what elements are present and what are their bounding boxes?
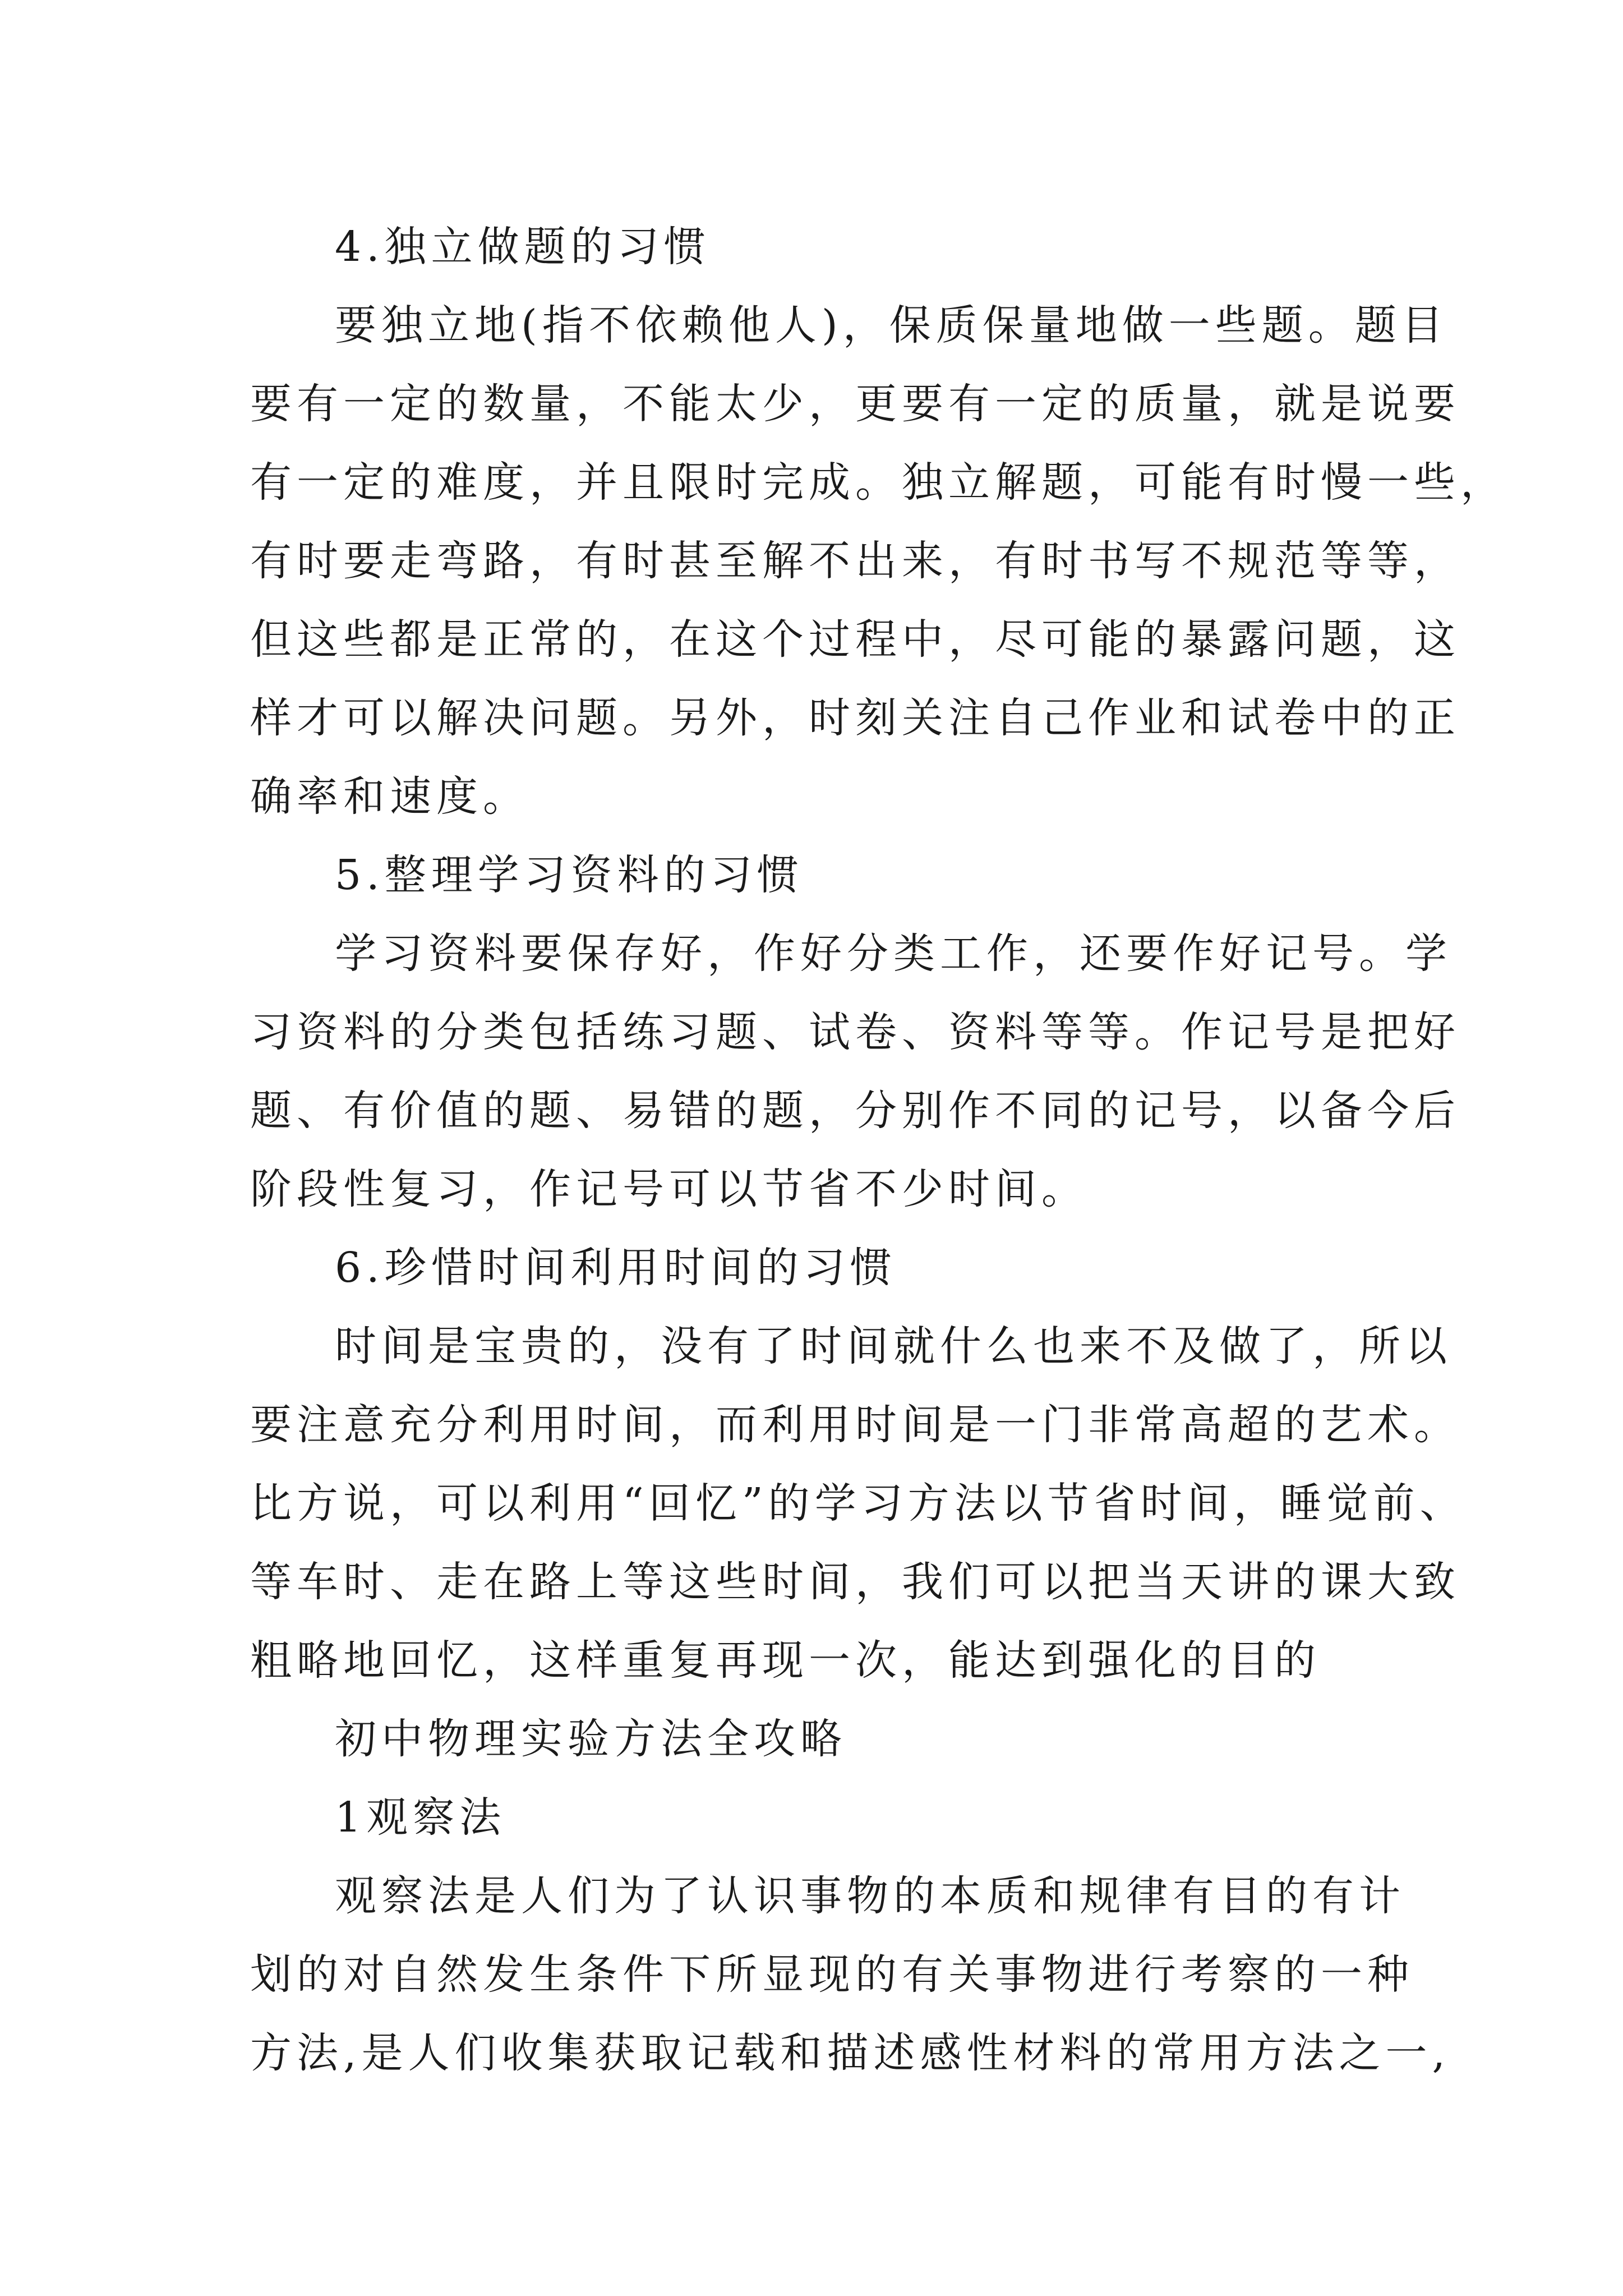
paragraph-line: 但这些都是正常的，在这个过程中，尽可能的暴露问题，这	[250, 615, 1460, 664]
paragraph-line: 习资料的分类包括练习题、试卷、资料等等。作记号是把好	[250, 1008, 1460, 1056]
paragraph-line: 等车时、走在路上等这些时间，我们可以把当天讲的课大致	[250, 1558, 1460, 1606]
paragraph-line: 有时要走弯路，有时甚至解不出来，有时书写不规范等等，	[250, 537, 1460, 585]
paragraph-line: 划的对自然发生条件下所显现的有关事物进行考察的一种	[250, 1950, 1414, 1999]
section-heading-observation: 1观察法	[335, 1793, 506, 1842]
paragraph-line: 时间是宝贵的，没有了时间就什么也来不及做了，所以	[335, 1322, 1452, 1370]
paragraph-line: 样才可以解决问题。另外，时刻关注自己作业和试卷中的正	[250, 694, 1460, 742]
article-title: 初中物理实验方法全攻略	[335, 1715, 847, 1763]
section-heading-5: 5.整理学习资料的习惯	[335, 851, 804, 899]
paragraph-line: 要有一定的数量，不能太少，更要有一定的质量，就是说要	[250, 380, 1460, 428]
paragraph-line: 阶段性复习，作记号可以节省不少时间。	[250, 1165, 1088, 1213]
section-heading-4: 4.独立做题的习惯	[335, 223, 711, 271]
paragraph-line: 学习资料要保存好，作好分类工作，还要作好记号。学	[335, 930, 1452, 978]
paragraph-line: 确率和速度。	[250, 772, 529, 821]
paragraph-line: 题、有价值的题、易错的题，分别作不同的记号，以备今后	[250, 1087, 1460, 1135]
paragraph-line: 要注意充分利用时间，而利用时间是一门非常高超的艺术。	[250, 1401, 1460, 1449]
document-body	[250, 208, 1507, 2092]
paragraph-line: 粗略地回忆，这样重复再现一次，能达到强化的目的	[250, 1636, 1321, 1685]
paragraph-line: 要独立地(指不依赖他人)，保质保量地做一些题。题目	[335, 301, 1448, 349]
paragraph-line: 方法,是人们收集获取记载和描述感性材料的常用方法之一,	[250, 2029, 1451, 2077]
section-heading-6: 6.珍惜时间利用时间的习惯	[335, 1244, 897, 1292]
paragraph-line: 有一定的难度，并且限时完成。独立解题，可能有时慢一些，	[250, 458, 1507, 507]
paragraph-line: 比方说，可以利用“回忆”的学习方法以节省时间，睡觉前、	[250, 1479, 1467, 1527]
paragraph-line: 观察法是人们为了认识事物的本质和规律有目的有计	[335, 1872, 1405, 1920]
